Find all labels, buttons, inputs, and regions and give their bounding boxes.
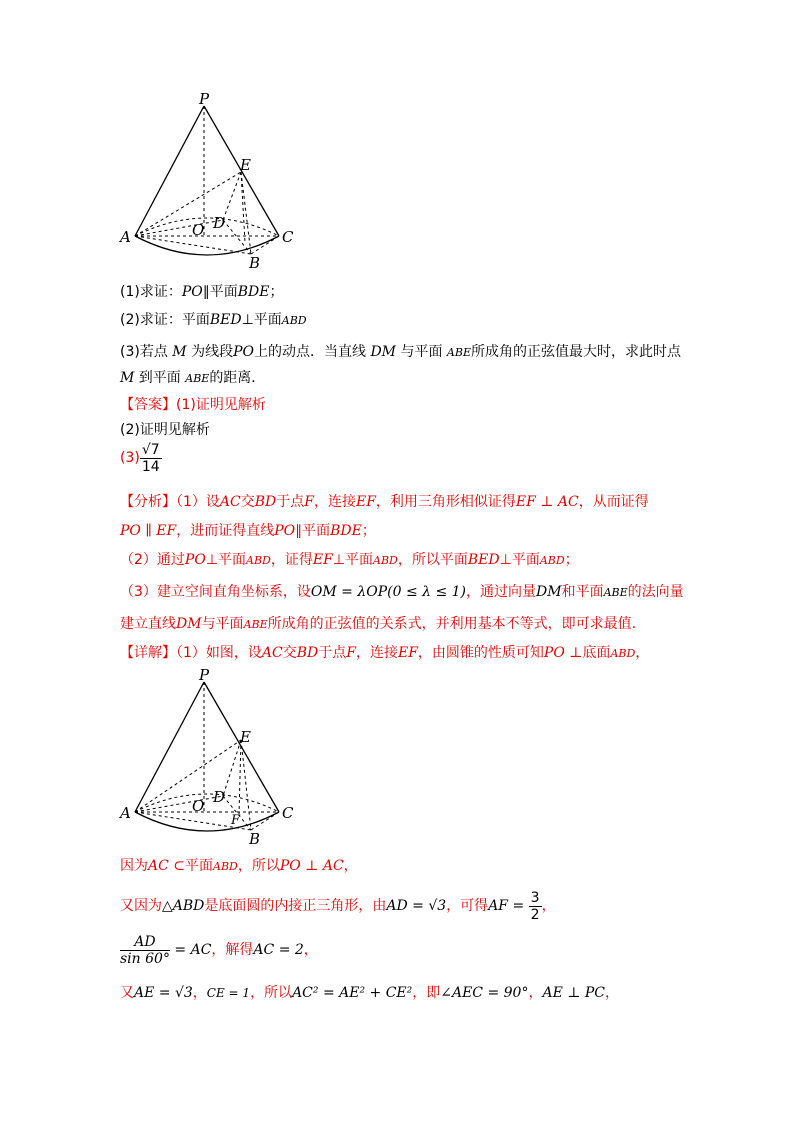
detail-line-5: 又AE = √3，CE = 1，所以AC² = AE² + CE²，即∠AEC = 90°，AE ⊥ PC，	[120, 985, 619, 1001]
answer-line-2: (2)证明见解析	[120, 422, 210, 438]
question-3-line-1: (3)若点 M 为线段PO上的动点．当直线 DM 与平面 ABE所成角的正弦值最大时，求此时点	[120, 344, 681, 360]
point-d-label: D	[213, 788, 226, 806]
detail-line-1: 【详解】（1）如图，设AC交BD于点F，连接EF，由圆锥的性质可知PO ⊥底面ABD，	[120, 645, 650, 661]
cone-figure-1	[115, 92, 305, 272]
point-d-label: D	[213, 214, 226, 232]
point-e-label: E	[240, 156, 251, 174]
question-3-line-2: M 到平面 ABE的距离．	[120, 370, 266, 386]
answer-line-1: 【答案】(1)证明见解析	[120, 397, 266, 413]
point-a-label: A	[120, 804, 131, 822]
analysis-line-3: （2）通过PO⊥平面ABD，证得EF⊥平面ABD，所以平面BED⊥平面ABD；	[120, 552, 579, 568]
analysis-line-4: （3）建立空间直角坐标系，设OM = λOP(0 ≤ λ ≤ 1)，通过向量DM和平面ABE的法向量	[120, 584, 684, 600]
analysis-line-1: 【分析】（1）设AC交BD于点F，连接EF，利用三角形相似证得EF ⊥ AC，从而证得	[120, 494, 649, 510]
point-c-label: C	[282, 804, 294, 822]
question-2: (2)求证：平面BED⊥平面ABD	[120, 312, 307, 328]
point-c-label: C	[282, 228, 294, 246]
point-f-label: F	[231, 813, 241, 828]
point-e-label: E	[240, 728, 251, 746]
detail-line-4: $\frac{AD}{\sin 60^\circ}$ = AC，解得AC = 2，	[120, 933, 318, 967]
point-o-label: O	[192, 797, 205, 815]
point-b-label: B	[249, 254, 261, 272]
cone-figure-2	[115, 668, 305, 848]
point-o-label: O	[192, 221, 205, 239]
question-1: (1)求证：PO∥平面BDE；	[120, 284, 284, 300]
analysis-line-2: PO ∥ EF，进而证得直线PO∥平面BDE；	[120, 523, 376, 539]
analysis-line-5: 建立直线DM与平面ABE所成角的正弦值的关系式，并利用基本不等式，即可求最值.	[120, 616, 637, 632]
detail-line-3: 又因为△ABD是底面圆的内接正三角形，由AD = √3，可得AF = $\frac{3}{2}$ ，	[120, 889, 556, 923]
point-a-label: A	[120, 228, 131, 246]
answer-line-3: (3) $\frac{√7}{14}$	[120, 441, 160, 475]
point-p-label: P	[199, 668, 210, 684]
point-b-label: B	[249, 830, 261, 848]
detail-line-2: 因为AC ⊂平面ABD，所以PO ⊥ AC，	[120, 858, 358, 874]
point-p-label: P	[199, 92, 210, 108]
